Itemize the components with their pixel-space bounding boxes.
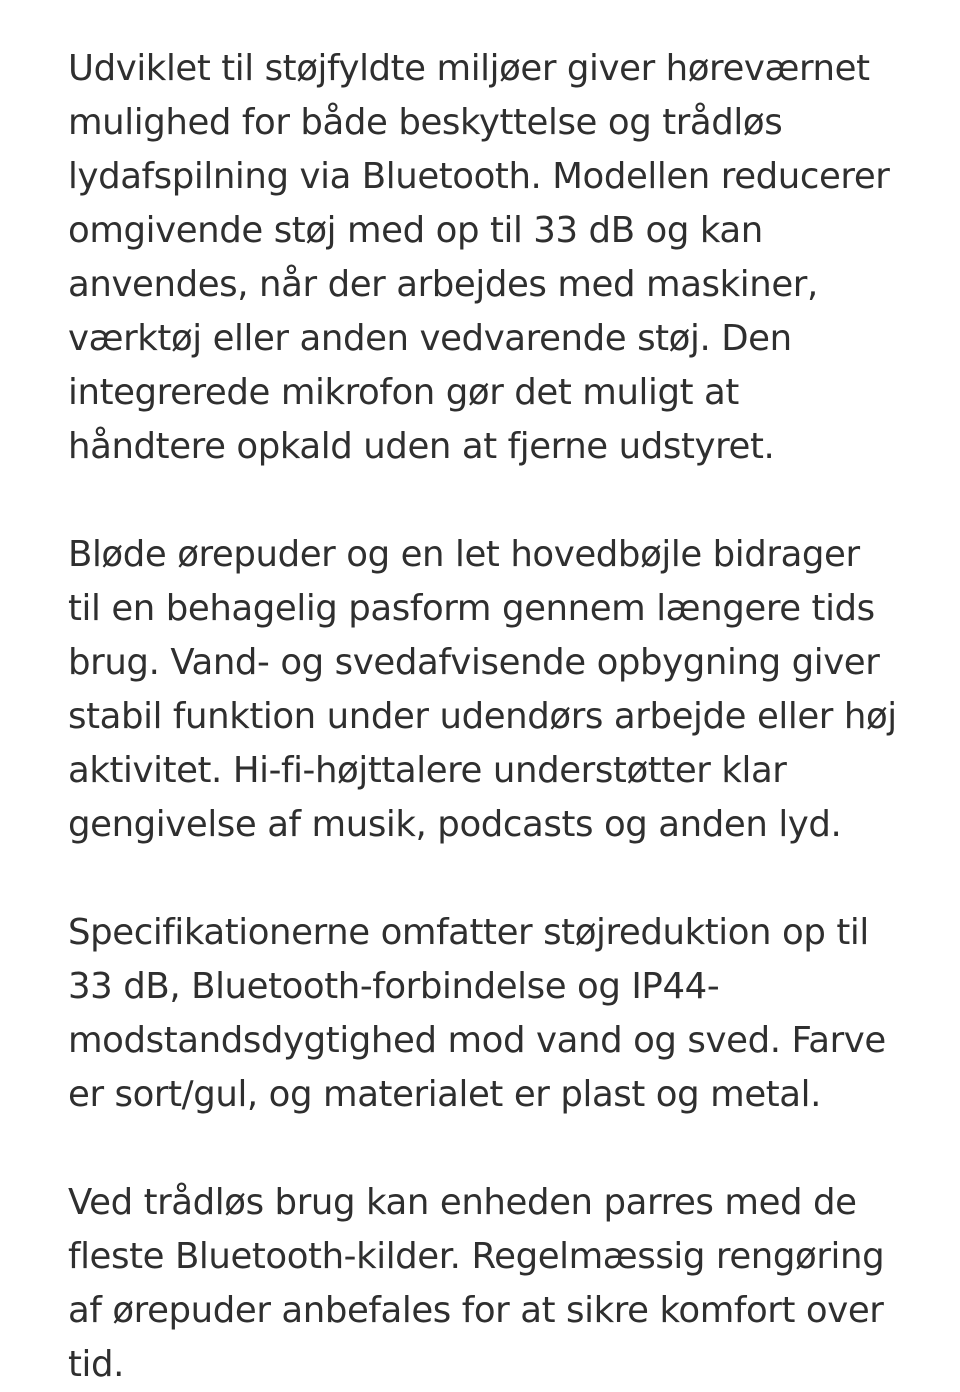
product-description	[68, 42, 898, 1392]
description-paragraph-2: Bløde ørepuder og en let hovedbøjle bidrager til en behagelig pasform gennem længere tids brug. Vand- og svedafvisende opbygning giver stabil funktion under udendørs arbejde eller høj aktivitet. Hi-fi-højttalere understøtter klar gengivelse af musik, podcasts og anden lyd.	[68, 534, 897, 845]
description-paragraph-1: Udviklet til støjfyldte miljøer giver høreværnet mulighed for både beskyttelse og trådløs lydafspilning via Bluetooth. Modellen reducerer omgivende støj med op til 33 dB og kan anvendes, når der arbejdes med maskiner, værktøj eller anden vedvarende støj. Den integrerede mikrofon gør det muligt at håndtere opkald uden at fjerne udstyret.	[68, 48, 890, 467]
description-paragraph-4: Ved trådløs brug kan enheden parres med de fleste Bluetooth-kilder. Regelmæssig rengøring af ørepuder anbefales for at sikre komfort over tid.	[68, 1182, 885, 1385]
description-paragraph-3: Specifikationerne omfatter støjreduktion op til 33 dB, Bluetooth-forbindelse og IP44-modstandsdygtighed mod vand og sved. Farve er sort/gul, og materialet er plast og metal.	[68, 912, 886, 1115]
